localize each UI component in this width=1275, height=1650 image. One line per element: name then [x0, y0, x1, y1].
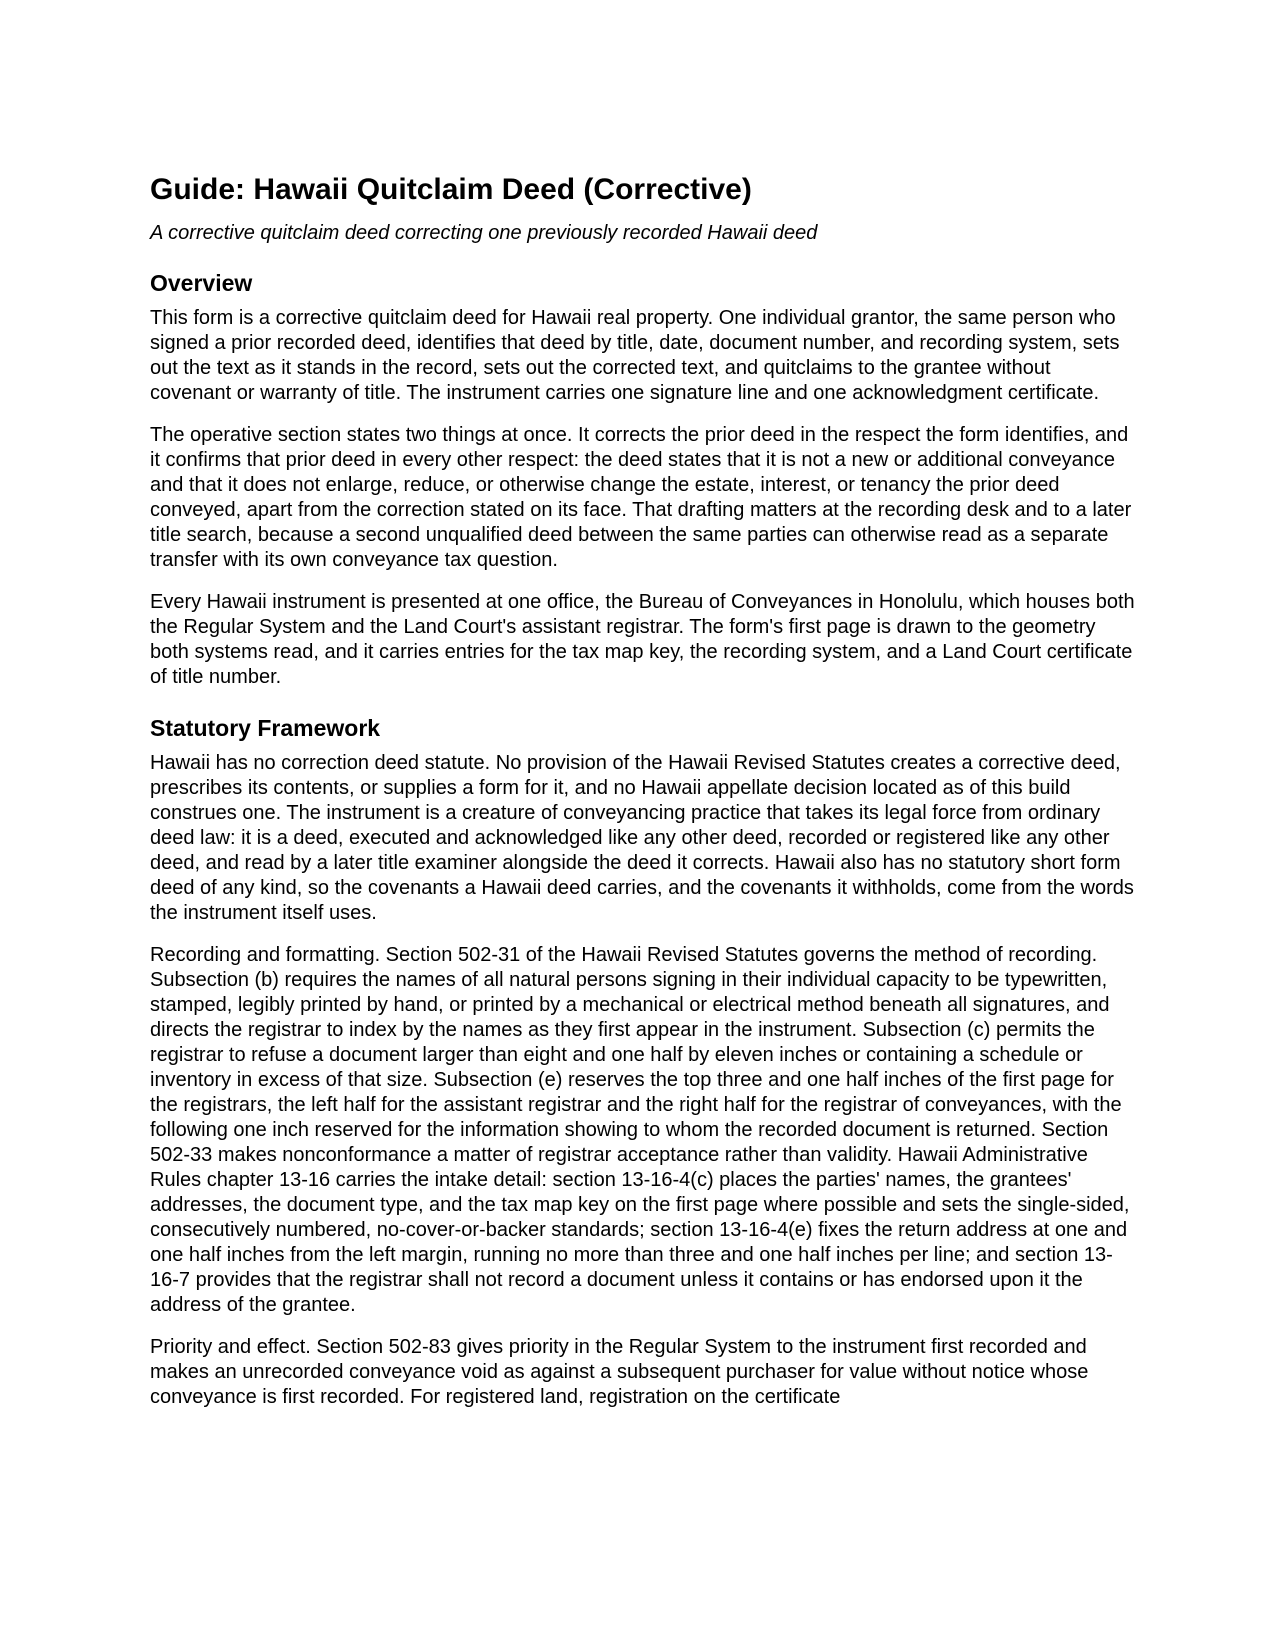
overview-paragraph-1: This form is a corrective quitclaim deed for Hawaii real property. One individual grantor, the same person who signed a prior recorded deed, identifies that deed by title, date, document number, and recording system, sets out the text as it stands in the record, sets out the corrected text, and quitclaims to the grantee without covenant or warranty of title. The instrument carries one signature line and one acknowledgment certificate. [150, 307, 1120, 404]
section-heading-statutory-framework: Statutory Framework [150, 715, 381, 741]
overview-paragraph-2: The operative section states two things at once. It corrects the prior deed in the respect the form identifies, and it confirms that prior deed in every other respect: the deed states that it is not a new or additional conveyance and that it does not enlarge, reduce, or otherwise change the estate, interest, or tenancy the prior deed conveyed, apart from the correction stated on its face. That drafting matters at the recording desk and to a later title search, because a second unqualified deed between the same parties can otherwise read as a separate transfer with its own conveyance tax question. [150, 424, 1132, 571]
statutory-paragraph-1: Hawaii has no correction deed statute. No provision of the Hawaii Revised Statutes creates a corrective deed, prescribes its contents, or supplies a form for it, and no Hawaii appellate decision located as of this build construes one. The instrument is a creature of conveyancing practice that takes its legal force from ordinary deed law: it is a deed, executed and acknowledged like any other deed, recorded or registered like any other deed, and read by a later title examiner alongside the deed it corrects. Hawaii also has no statutory short form deed of any kind, so the covenants a Hawaii deed carries, and the covenants it withholds, come from the words the instrument itself uses. [150, 752, 1134, 924]
document-page [150, 172, 1135, 1427]
overview-paragraph-3: Every Hawaii instrument is presented at one office, the Bureau of Conveyances in Honolulu, which houses both the Regular System and the Land Court's assistant registrar. The form's first page is drawn to the geometry both systems read, and it carries entries for the tax map key, the recording system, and a Land Court certificate of title number. [150, 591, 1135, 688]
statutory-paragraph-2: Recording and formatting. Section 502-31 of the Hawaii Revised Statutes governs the method of recording. Subsection (b) requires the names of all natural persons signing in their individual capacity to be typewritten, stamped, legibly printed by hand, or printed by a mechanical or electrical method beneath all signatures, and directs the registrar to index by the names as they first appear in the instrument. Subsection (c) permits the registrar to refuse a document larger than eight and one half by eleven inches or containing a schedule or inventory in excess of that size. Subsection (e) reserves the top three and one half inches of the first page for the registrars, the left half for the assistant registrar and the right half for the registrar of conveyances, with the following one inch reserved for the information showing to whom the recorded document is returned. Section 502-33 makes nonconformance a matter of registrar acceptance rather than validity. Hawaii Administrative Rules chapter 13-16 carries the intake detail: section 13-16-4(c) places the parties' names, the grantees' addresses, the document type, and the tax map key on the first page where possible and sets the single-sided, consecutively numbered, no-cover-or-backer standards; section 13-16-4(e) fixes the return address at one and one half inches from the left margin, running no more than three and one half inches per line; and section 13-16-7 provides that the registrar shall not record a document unless it contains or has endorsed upon it the address of the grantee. [150, 944, 1130, 1316]
document-subtitle: A corrective quitclaim deed correcting one previously recorded Hawaii deed [150, 222, 818, 244]
statutory-paragraph-3: Priority and effect. Section 502-83 gives priority in the Regular System to the instrument first recorded and makes an unrecorded conveyance void as against a subsequent purchaser for value without notice whose conveyance is first recorded. For registered land, registration on the certificate [150, 1336, 1089, 1408]
section-heading-overview: Overview [150, 270, 253, 296]
document-title: Guide: Hawaii Quitclaim Deed (Corrective) [150, 173, 752, 206]
